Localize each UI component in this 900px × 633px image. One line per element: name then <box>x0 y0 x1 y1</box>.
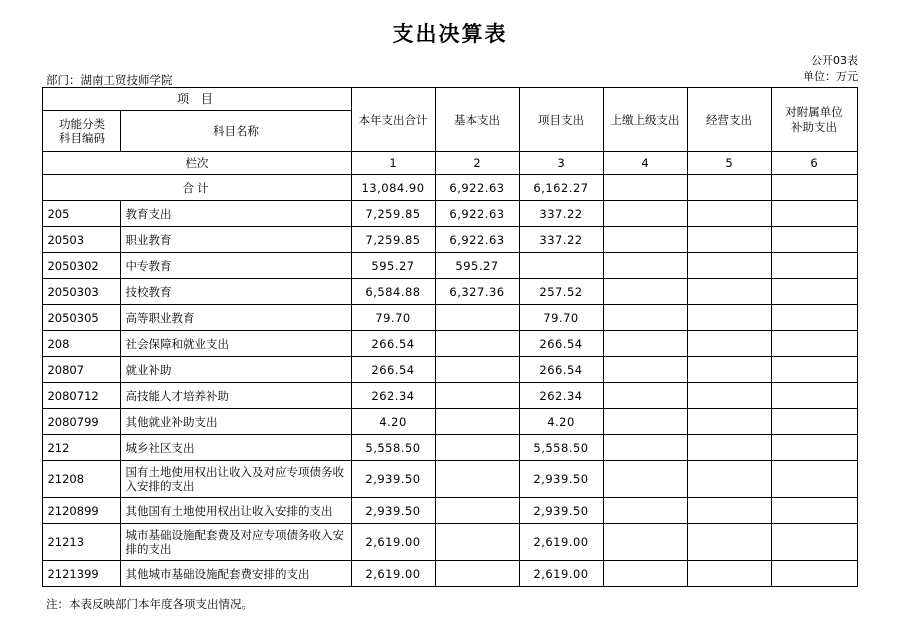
row-value-2 <box>435 409 519 435</box>
form-code: 公开03表 <box>811 54 858 68</box>
row-name: 教育支出 <box>121 201 351 227</box>
rank-label: 栏次 <box>43 152 351 175</box>
header-item-group: 项 目 <box>43 88 351 111</box>
row-value-4 <box>603 331 687 357</box>
row-value-1: 2,939.50 <box>351 498 435 524</box>
row-code: 2050305 <box>43 305 121 331</box>
row-value-2: 6,922.63 <box>435 201 519 227</box>
row-value-5 <box>687 201 771 227</box>
table-row <box>43 435 857 461</box>
table-row <box>43 524 857 561</box>
header-col-code <box>43 111 121 152</box>
row-value-4 <box>603 305 687 331</box>
row-code: 2120899 <box>43 498 121 524</box>
row-value-6 <box>771 201 857 227</box>
header-col-subsidiary-line1: 对附属单位 <box>785 105 843 120</box>
row-value-3: 262.34 <box>519 383 603 409</box>
row-value-3 <box>519 253 603 279</box>
row-value-2: 6,327.36 <box>435 279 519 305</box>
row-value-1: 266.54 <box>351 331 435 357</box>
table-row <box>43 201 857 227</box>
row-value-2 <box>435 305 519 331</box>
row-value-5 <box>687 305 771 331</box>
row-name: 城市基础设施配套费及对应专项债务收入安排的支出 <box>121 524 351 561</box>
row-value-3: 5,558.50 <box>519 435 603 461</box>
row-value-6 <box>771 561 857 587</box>
table-row <box>43 357 857 383</box>
row-value-1: 595.27 <box>351 253 435 279</box>
row-value-5 <box>687 524 771 561</box>
row-value-3: 337.22 <box>519 201 603 227</box>
header-col-code-line1: 功能分类 <box>58 116 105 131</box>
header-col-operating: 经营支出 <box>687 88 771 152</box>
header-col-subsidiary-line2: 补助支出 <box>791 119 837 134</box>
table-row <box>43 561 857 587</box>
row-value-2 <box>435 435 519 461</box>
table-row <box>43 383 857 409</box>
row-value-4 <box>603 461 687 498</box>
row-code: 21213 <box>43 524 121 561</box>
row-value-6 <box>771 435 857 461</box>
header-col-name: 科目名称 <box>121 111 351 152</box>
row-name: 技校教育 <box>121 279 351 305</box>
row-code: 208 <box>43 331 121 357</box>
table-row <box>43 279 857 305</box>
row-value-4 <box>603 383 687 409</box>
row-name: 城乡社区支出 <box>121 435 351 461</box>
table-row <box>43 305 857 331</box>
amount-unit: 单位：万元 <box>803 70 858 84</box>
document-meta <box>0 53 900 87</box>
rank-1: 1 <box>351 152 435 175</box>
total-value-2: 6,922.63 <box>435 175 519 201</box>
row-code: 205 <box>43 201 121 227</box>
row-value-5 <box>687 498 771 524</box>
row-code: 2121399 <box>43 561 121 587</box>
row-value-2 <box>435 561 519 587</box>
row-name: 其他城市基础设施配套费安排的支出 <box>121 561 351 587</box>
row-value-5 <box>687 383 771 409</box>
row-value-3: 2,939.50 <box>519 461 603 498</box>
row-code: 2050303 <box>43 279 121 305</box>
row-code: 2080799 <box>43 409 121 435</box>
department-label: 部门：湖南工贸技师学院 <box>46 73 173 88</box>
row-value-3: 4.20 <box>519 409 603 435</box>
row-value-1: 2,619.00 <box>351 561 435 587</box>
total-value-3: 6,162.27 <box>519 175 603 201</box>
row-value-4 <box>603 201 687 227</box>
row-value-3: 2,619.00 <box>519 524 603 561</box>
total-value-1: 13,084.90 <box>351 175 435 201</box>
header-col-basic: 基本支出 <box>435 88 519 152</box>
row-value-3: 2,619.00 <box>519 561 603 587</box>
row-value-6 <box>771 461 857 498</box>
row-value-5 <box>687 253 771 279</box>
table-body <box>43 201 857 587</box>
total-value-5 <box>687 175 771 201</box>
table-row <box>43 227 857 253</box>
row-name: 国有土地使用权出让收入及对应专项债务收入安排的支出 <box>121 461 351 498</box>
page-title: 支出决算表 <box>392 22 508 46</box>
table-row <box>43 461 857 498</box>
row-value-3: 337.22 <box>519 227 603 253</box>
header-col-upper: 上缴上级支出 <box>603 88 687 152</box>
total-label: 合计 <box>43 175 351 201</box>
row-value-6 <box>771 305 857 331</box>
table-row <box>43 409 857 435</box>
row-value-4 <box>603 253 687 279</box>
row-value-2 <box>435 383 519 409</box>
row-value-6 <box>771 253 857 279</box>
row-value-2 <box>435 331 519 357</box>
table-row <box>43 253 857 279</box>
rank-3: 3 <box>519 152 603 175</box>
row-value-4 <box>603 227 687 253</box>
row-value-1: 262.34 <box>351 383 435 409</box>
row-value-6 <box>771 357 857 383</box>
row-code: 21208 <box>43 461 121 498</box>
row-name: 就业补助 <box>121 357 351 383</box>
row-value-2: 595.27 <box>435 253 519 279</box>
row-value-4 <box>603 498 687 524</box>
row-value-4 <box>603 524 687 561</box>
row-value-1: 2,619.00 <box>351 524 435 561</box>
row-value-5 <box>687 227 771 253</box>
row-name: 高技能人才培养补助 <box>121 383 351 409</box>
header-col-code-line2: 科目编码 <box>58 131 105 146</box>
row-code: 212 <box>43 435 121 461</box>
row-value-5 <box>687 279 771 305</box>
table-rank-row <box>43 152 857 175</box>
row-name: 中专教育 <box>121 253 351 279</box>
row-code: 2080712 <box>43 383 121 409</box>
row-value-6 <box>771 409 857 435</box>
row-value-4 <box>603 435 687 461</box>
row-value-5 <box>687 357 771 383</box>
row-value-6 <box>771 524 857 561</box>
row-name: 高等职业教育 <box>121 305 351 331</box>
row-value-3: 266.54 <box>519 357 603 383</box>
row-value-5 <box>687 435 771 461</box>
row-value-1: 7,259.85 <box>351 201 435 227</box>
header-col-subsidiary <box>771 88 857 152</box>
row-name: 社会保障和就业支出 <box>121 331 351 357</box>
table-row-total <box>43 175 857 201</box>
row-value-3: 79.70 <box>519 305 603 331</box>
row-name: 其他国有土地使用权出让收入安排的支出 <box>121 498 351 524</box>
row-value-2 <box>435 524 519 561</box>
table-note: 注：本表反映部门本年度各项支出情况。 <box>46 597 253 612</box>
row-name: 其他就业补助支出 <box>121 409 351 435</box>
row-value-4 <box>603 279 687 305</box>
row-value-1: 4.20 <box>351 409 435 435</box>
row-value-2 <box>435 498 519 524</box>
table-header-row-1 <box>43 88 857 111</box>
row-value-5 <box>687 409 771 435</box>
row-value-6 <box>771 383 857 409</box>
row-value-2 <box>435 461 519 498</box>
row-value-3: 266.54 <box>519 331 603 357</box>
row-code: 20807 <box>43 357 121 383</box>
row-value-4 <box>603 357 687 383</box>
row-value-3: 257.52 <box>519 279 603 305</box>
row-value-4 <box>603 561 687 587</box>
rank-6: 6 <box>771 152 857 175</box>
table-row <box>43 498 857 524</box>
rank-2: 2 <box>435 152 519 175</box>
total-value-6 <box>771 175 857 201</box>
row-value-6 <box>771 227 857 253</box>
row-value-2 <box>435 357 519 383</box>
row-value-6 <box>771 498 857 524</box>
row-value-1: 2,939.50 <box>351 461 435 498</box>
row-value-1: 266.54 <box>351 357 435 383</box>
row-value-5 <box>687 561 771 587</box>
header-col-total: 本年支出合计 <box>351 88 435 152</box>
header-col-project: 项目支出 <box>519 88 603 152</box>
row-value-1: 6,584.88 <box>351 279 435 305</box>
row-value-2: 6,922.63 <box>435 227 519 253</box>
table-row <box>43 331 857 357</box>
row-value-1: 7,259.85 <box>351 227 435 253</box>
row-value-6 <box>771 279 857 305</box>
row-value-1: 79.70 <box>351 305 435 331</box>
rank-4: 4 <box>603 152 687 175</box>
total-value-4 <box>603 175 687 201</box>
rank-5: 5 <box>687 152 771 175</box>
meta-right-block <box>803 53 858 85</box>
row-value-5 <box>687 331 771 357</box>
row-code: 2050302 <box>43 253 121 279</box>
row-value-5 <box>687 461 771 498</box>
row-value-1: 5,558.50 <box>351 435 435 461</box>
row-code: 20503 <box>43 227 121 253</box>
row-value-6 <box>771 331 857 357</box>
row-value-3: 2,939.50 <box>519 498 603 524</box>
row-value-4 <box>603 409 687 435</box>
row-name: 职业教育 <box>121 227 351 253</box>
expenditure-table <box>42 87 857 587</box>
